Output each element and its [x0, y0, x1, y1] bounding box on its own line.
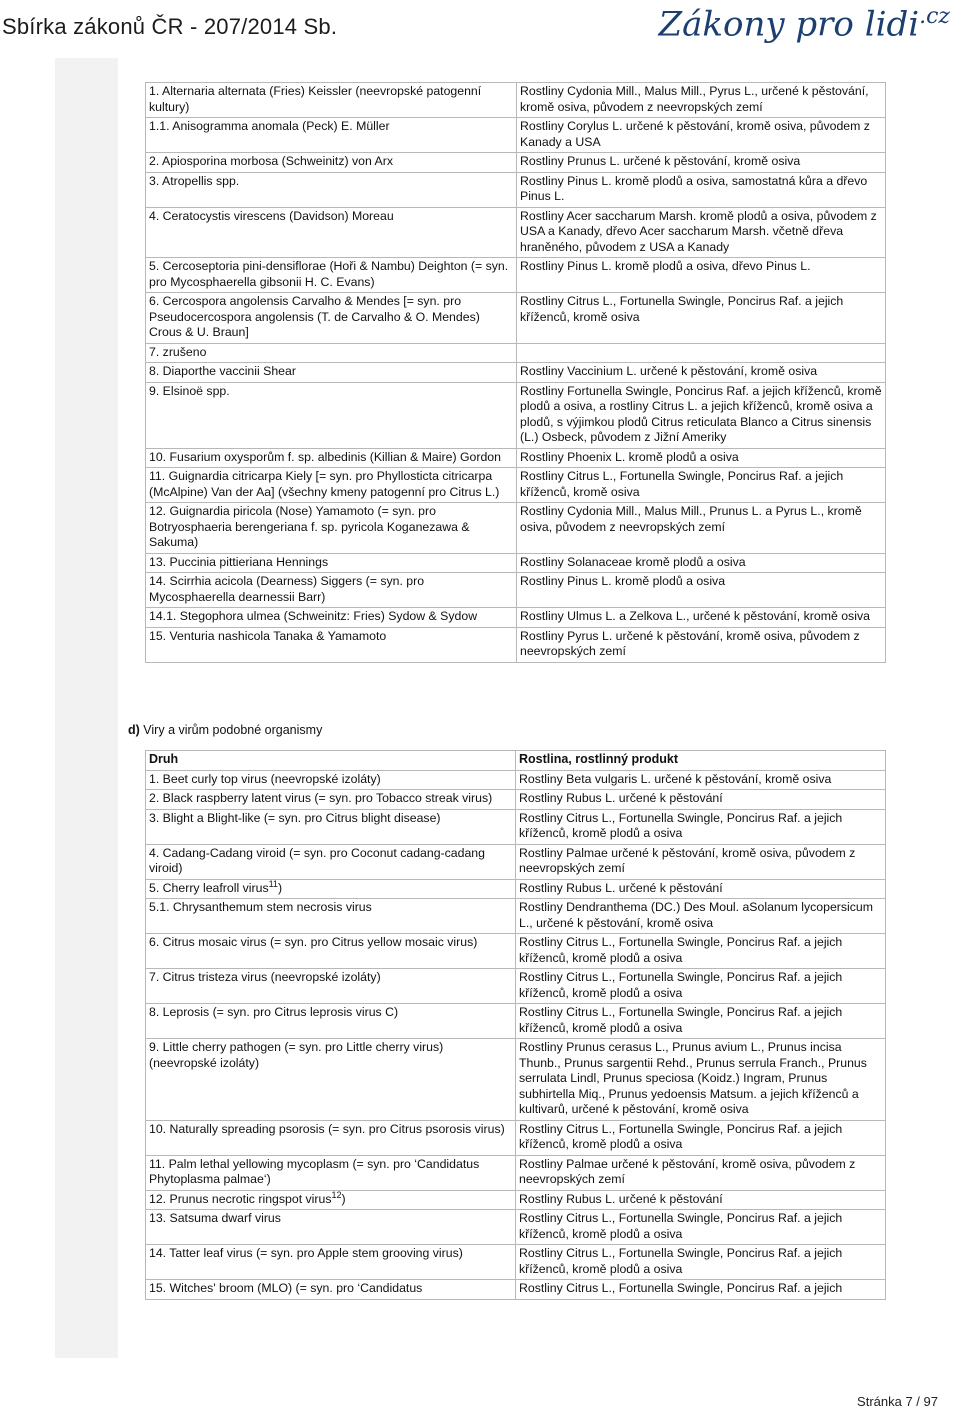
- cell-rostlina: Rostliny Citrus L., Fortunella Swingle, Poncirus Raf. a jejich kříženců, kromě plodů a osiva: [516, 1120, 886, 1155]
- cell-druh: [146, 844, 516, 879]
- table-row: [146, 879, 886, 899]
- cell-druh: [146, 627, 517, 662]
- cell-druh: [146, 1280, 516, 1300]
- site-logo[interactable]: [659, 4, 950, 44]
- table-row: [146, 1120, 886, 1155]
- table-row: [146, 258, 886, 293]
- cell-druh: [146, 172, 517, 207]
- table-row: [146, 343, 886, 363]
- druh-text-end: ): [277, 880, 283, 895]
- druh-text: 8. Diaporthe vaccinii Shear: [149, 364, 296, 378]
- cell-rostlina: Rostliny Corylus L. určené k pěstování, kromě osiva, původem z Kanady a USA: [517, 118, 886, 153]
- table-row: [146, 627, 886, 662]
- cell-rostlina: Rostliny Acer saccharum Marsh. kromě plodů a osiva, původem z USA a Kanady, dřevo Acer saccharum Marsh. včetně dřeva hraněného, původem z USA a Kanady: [517, 207, 886, 258]
- table-row: [146, 969, 886, 1004]
- table-row: [146, 790, 886, 810]
- table-row: [146, 363, 886, 383]
- druh-text: 13. Puccinia pittieriana Hennings: [149, 554, 329, 569]
- table-row: [146, 573, 886, 608]
- cell-rostlina: Rostliny Dendranthema (DC.) Des Moul. aSolanum lycopersicum L., určené k pěstování, kromě osiva: [516, 899, 886, 934]
- cell-rostlina: Rostliny Rubus L. určené k pěstování: [516, 790, 886, 810]
- druh-text: 11. Guignardia citricarpa Kiely [= syn. pro Phyllosticta citricarpa (McAlpine) Van der Aa] (všechny kmeny patogenní pro Citrus L.): [149, 469, 500, 499]
- column-header-rostlina: Rostlina, rostlinný produkt: [516, 751, 886, 771]
- footnote-ref[interactable]: 11: [268, 878, 278, 889]
- cell-druh: [146, 934, 516, 969]
- cell-rostlina: Rostliny Citrus L., Fortunella Swingle, Poncirus Raf. a jejich kříženců, kromě plodů a osiva: [516, 809, 886, 844]
- table-row: [146, 1190, 886, 1210]
- column-header-druh: Druh: [146, 751, 516, 771]
- druh-text: 14.1. Stegophora ulmea (Schweinitz: Fries) Sydow & Sydow: [149, 609, 478, 623]
- druh-text: 4. Cadang-Cadang viroid (= syn. pro Coconut cadang-cadang viroid): [149, 845, 485, 875]
- druh-text: 9. Little cherry pathogen (= syn. pro Little cherry virus) (neevropské izoláty): [149, 1040, 444, 1070]
- section-heading: [128, 723, 322, 737]
- druh-text: 3. Atropellis spp.: [149, 173, 240, 188]
- site-header: [0, 0, 960, 58]
- pest-table-fungi: [145, 82, 886, 663]
- cell-druh: [146, 207, 517, 258]
- cell-rostlina: Rostliny Citrus L., Fortunella Swingle, Poncirus Raf. a jejich: [516, 1280, 886, 1300]
- cell-rostlina: Rostliny Ulmus L. a Zelkova L., určené k pěstování, kromě osiva: [517, 608, 886, 628]
- cell-rostlina: Rostliny Citrus L., Fortunella Swingle, Poncirus Raf. a jejich kříženců, kromě plodů a osiva: [516, 934, 886, 969]
- logo-text: Zákony pro lidi: [658, 4, 920, 45]
- cell-rostlina: Rostliny Beta vulgaris L. určené k pěstování, kromě osiva: [516, 770, 886, 790]
- table-row: [146, 207, 886, 258]
- druh-text: 5.1. Chrysanthemum stem necrosis virus: [149, 900, 372, 914]
- table-row: [146, 153, 886, 173]
- cell-druh: [146, 382, 517, 448]
- cell-rostlina: Rostliny Citrus L., Fortunella Swingle, Poncirus Raf. a jejich kříženců, kromě plodů a osiva: [516, 1210, 886, 1245]
- table-row: [146, 1280, 886, 1300]
- cell-druh: [146, 118, 517, 153]
- cell-druh: [146, 573, 517, 608]
- druh-text: 10. Naturally spreading psorosis (= syn. pro Citrus psorosis virus): [149, 1121, 505, 1136]
- cell-druh: [146, 83, 517, 118]
- cell-rostlina: Rostliny Pinus L. kromě plodů a osiva, dřevo Pinus L.: [517, 258, 886, 293]
- druh-text: 11. Palm lethal yellowing mycoplasm (= syn. pro ‘Candidatus Phytoplasma palmae‘): [149, 1156, 480, 1186]
- cell-druh: [146, 879, 516, 899]
- table-row: [146, 83, 886, 118]
- druh-text: 5. Cercoseptoria pini-densiflorae (Hoři & Nambu) Deighton (= syn. pro Mycosphaerella gibsonii H. C. Evans): [149, 259, 509, 289]
- table-row: [146, 382, 886, 448]
- cell-rostlina: Rostliny Cydonia Mill., Malus Mill., Prunus L. a Pyrus L., kromě osiva, původem z neevropských zemí: [517, 503, 886, 554]
- cell-rostlina: Rostliny Cydonia Mill., Malus Mill., Pyrus L., určené k pěstování, kromě osiva, původem z neevropských zemí: [517, 83, 886, 118]
- table-row: [146, 118, 886, 153]
- cell-druh: [146, 293, 517, 344]
- table-row: [146, 1210, 886, 1245]
- table-row: [146, 172, 886, 207]
- druh-text: 12. Guignardia piricola (Nose) Yamamoto (= syn. pro Botryosphaeria berengeriana f. sp. pyricola Koganezawa & Sakuma): [149, 504, 470, 549]
- table-row: [146, 1155, 886, 1190]
- druh-text: 3. Blight a Blight-like (= syn. pro Citrus blight disease): [149, 810, 441, 825]
- table-row: [146, 293, 886, 344]
- cell-druh: [146, 1245, 516, 1280]
- table-row: [146, 899, 886, 934]
- cell-rostlina: Rostliny Phoenix L. kromě plodů a osiva: [517, 448, 886, 468]
- cell-rostlina: Rostliny Rubus L. určené k pěstování: [516, 879, 886, 899]
- cell-rostlina: Rostliny Citrus L., Fortunella Swingle, Poncirus Raf. a jejich kříženců, kromě osiva: [517, 293, 886, 344]
- table-header-row: [146, 751, 886, 771]
- site-title[interactable]: Sbírka zákonů ČR - 207/2014 Sb.: [2, 14, 338, 39]
- druh-text: 12. Prunus necrotic ringspot virus: [149, 1191, 332, 1206]
- cell-druh: [146, 343, 517, 363]
- table-row: [146, 608, 886, 628]
- druh-text: 9. Elsinoë spp.: [149, 383, 230, 398]
- table-row: [146, 844, 886, 879]
- cell-druh: [146, 790, 516, 810]
- cell-druh: [146, 1120, 516, 1155]
- druh-text: 7. zrušeno: [149, 344, 207, 359]
- section-title: Viry a virům podobné organismy: [143, 723, 323, 737]
- druh-text: 15. Witches' broom (MLO) (= syn. pro ‘Candidatus: [149, 1281, 423, 1295]
- table-row: [146, 448, 886, 468]
- table-row: [146, 770, 886, 790]
- druh-text: 10. Fusarium oxysporům f. sp. albedinis (Killian & Maire) Gordon: [149, 449, 501, 464]
- druh-text: 6. Cercospora angolensis Carvalho & Mendes [= syn. pro Pseudocercospora angolensis (T. de Carvalho & O. Mendes) Crous & U. Braun]: [149, 294, 480, 339]
- table-row: [146, 1245, 886, 1280]
- druh-text: 14. Tatter leaf virus (= syn. pro Apple stem grooving virus): [149, 1246, 463, 1260]
- cell-rostlina: Rostliny Pinus L. kromě plodů a osiva, samostatná kůra a dřevo Pinus L.: [517, 172, 886, 207]
- cell-rostlina: Rostliny Palmae určené k pěstování, kromě osiva, původem z neevropských zemí: [516, 1155, 886, 1190]
- cell-druh: [146, 809, 516, 844]
- druh-text: 1. Beet curly top virus (neevropské izoláty): [149, 771, 381, 786]
- footnote-ref[interactable]: 12: [331, 1189, 342, 1200]
- cell-rostlina: Rostliny Solanaceae kromě plodů a osiva: [517, 553, 886, 573]
- cell-rostlina: Rostliny Palmae určené k pěstování, kromě osiva, původem z neevropských zemí: [516, 844, 886, 879]
- cell-druh: [146, 153, 517, 173]
- cell-rostlina: Rostliny Citrus L., Fortunella Swingle, Poncirus Raf. a jejich kříženců, kromě plodů a osiva: [516, 1004, 886, 1039]
- cell-druh: [146, 1155, 516, 1190]
- cell-rostlina: Rostliny Fortunella Swingle, Poncirus Raf. a jejich kříženců, kromě plodů a osiva, a rostliny Citrus L. a jejich kříženců, kromě osiva a plodů, s výjimkou plodů Citrus reticulata Blanco a Citrus sinensis (L.) Osbeck, původem z Jižní Ameriky: [517, 382, 886, 448]
- cell-rostlina: Rostliny Citrus L., Fortunella Swingle, Poncirus Raf. a jejich kříženců, kromě plodů a osiva: [516, 1245, 886, 1280]
- table-row: [146, 1039, 886, 1121]
- cell-rostlina: Rostliny Prunus cerasus L., Prunus avium L., Prunus incisa Thunb., Prunus sargentii Rehd., Prunus serrula Franch., Prunus serrulata Lindl, Prunus speciosa (Koidz.) Ingram, Prunus subhirtella Miq., Prunus yedoensis Matsum. a jejich kříženců a kultivarů, určené k pěstování, kromě osiva: [516, 1039, 886, 1121]
- cell-rostlina: Rostliny Vaccinium L. určené k pěstování, kromě osiva: [517, 363, 886, 383]
- cell-rostlina: Rostliny Citrus L., Fortunella Swingle, Poncirus Raf. a jejich kříženců, kromě osiva: [517, 468, 886, 503]
- table-row: [146, 1004, 886, 1039]
- cell-druh: [146, 503, 517, 554]
- cell-druh: [146, 363, 517, 383]
- cell-druh: [146, 1039, 516, 1121]
- cell-druh: [146, 448, 517, 468]
- druh-text: 1. Alternaria alternata (Fries) Keissler (neevropské patogenní kultury): [149, 84, 482, 114]
- druh-text: 1.1. Anisogramma anomala (Peck) E. Müller: [149, 119, 390, 133]
- druh-text: 8. Leprosis (= syn. pro Citrus leprosis virus C): [149, 1005, 399, 1019]
- cell-druh: [146, 553, 517, 573]
- cell-rostlina: Rostliny Pinus L. kromě plodů a osiva: [517, 573, 886, 608]
- cell-rostlina: [517, 343, 886, 363]
- table-row: [146, 468, 886, 503]
- table-row: [146, 553, 886, 573]
- table-row: [146, 934, 886, 969]
- logo-suffix: .cz: [919, 4, 950, 29]
- cell-druh: [146, 468, 517, 503]
- druh-text: 4. Ceratocystis virescens (Davidson) Moreau: [149, 208, 394, 223]
- cell-rostlina: Rostliny Prunus L. určené k pěstování, kromě osiva: [517, 153, 886, 173]
- cell-druh: [146, 1210, 516, 1245]
- cell-rostlina: Rostliny Pyrus L. určené k pěstování, kromě osiva, původem z neevropských zemí: [517, 627, 886, 662]
- druh-text: 2. Apiosporina morbosa (Schweinitz) von Arx: [149, 154, 394, 168]
- cell-druh: [146, 899, 516, 934]
- table-row: [146, 503, 886, 554]
- cell-rostlina: Rostliny Rubus L. určené k pěstování: [516, 1190, 886, 1210]
- pest-table-viruses: [145, 750, 886, 1300]
- table-row: [146, 809, 886, 844]
- cell-druh: [146, 1190, 516, 1210]
- druh-text: 15. Venturia nashicola Tanaka & Yamamoto: [149, 628, 387, 643]
- section-letter: d): [128, 723, 140, 737]
- cell-rostlina: Rostliny Citrus L., Fortunella Swingle, Poncirus Raf. a jejich kříženců, kromě plodů a osiva: [516, 969, 886, 1004]
- cell-druh: [146, 969, 516, 1004]
- druh-text: 2. Black raspberry latent virus (= syn. pro Tobacco streak virus): [149, 791, 493, 805]
- druh-text: 5. Cherry leafroll virus: [149, 880, 269, 895]
- druh-text: 7. Citrus tristeza virus (neevropské izoláty): [149, 970, 381, 984]
- page-number: Stránka 7 / 97: [857, 1394, 938, 1409]
- druh-text-end: ): [341, 1191, 346, 1206]
- cell-druh: [146, 608, 517, 628]
- druh-text: 6. Citrus mosaic virus (= syn. pro Citrus yellow mosaic virus): [149, 935, 478, 949]
- cell-druh: [146, 1004, 516, 1039]
- druh-text: 14. Scirrhia acicola (Dearness) Siggers (= syn. pro Mycosphaerella dearnessii Barr): [149, 574, 425, 604]
- cell-druh: [146, 258, 517, 293]
- cell-druh: [146, 770, 516, 790]
- druh-text: 13. Satsuma dwarf virus: [149, 1211, 281, 1225]
